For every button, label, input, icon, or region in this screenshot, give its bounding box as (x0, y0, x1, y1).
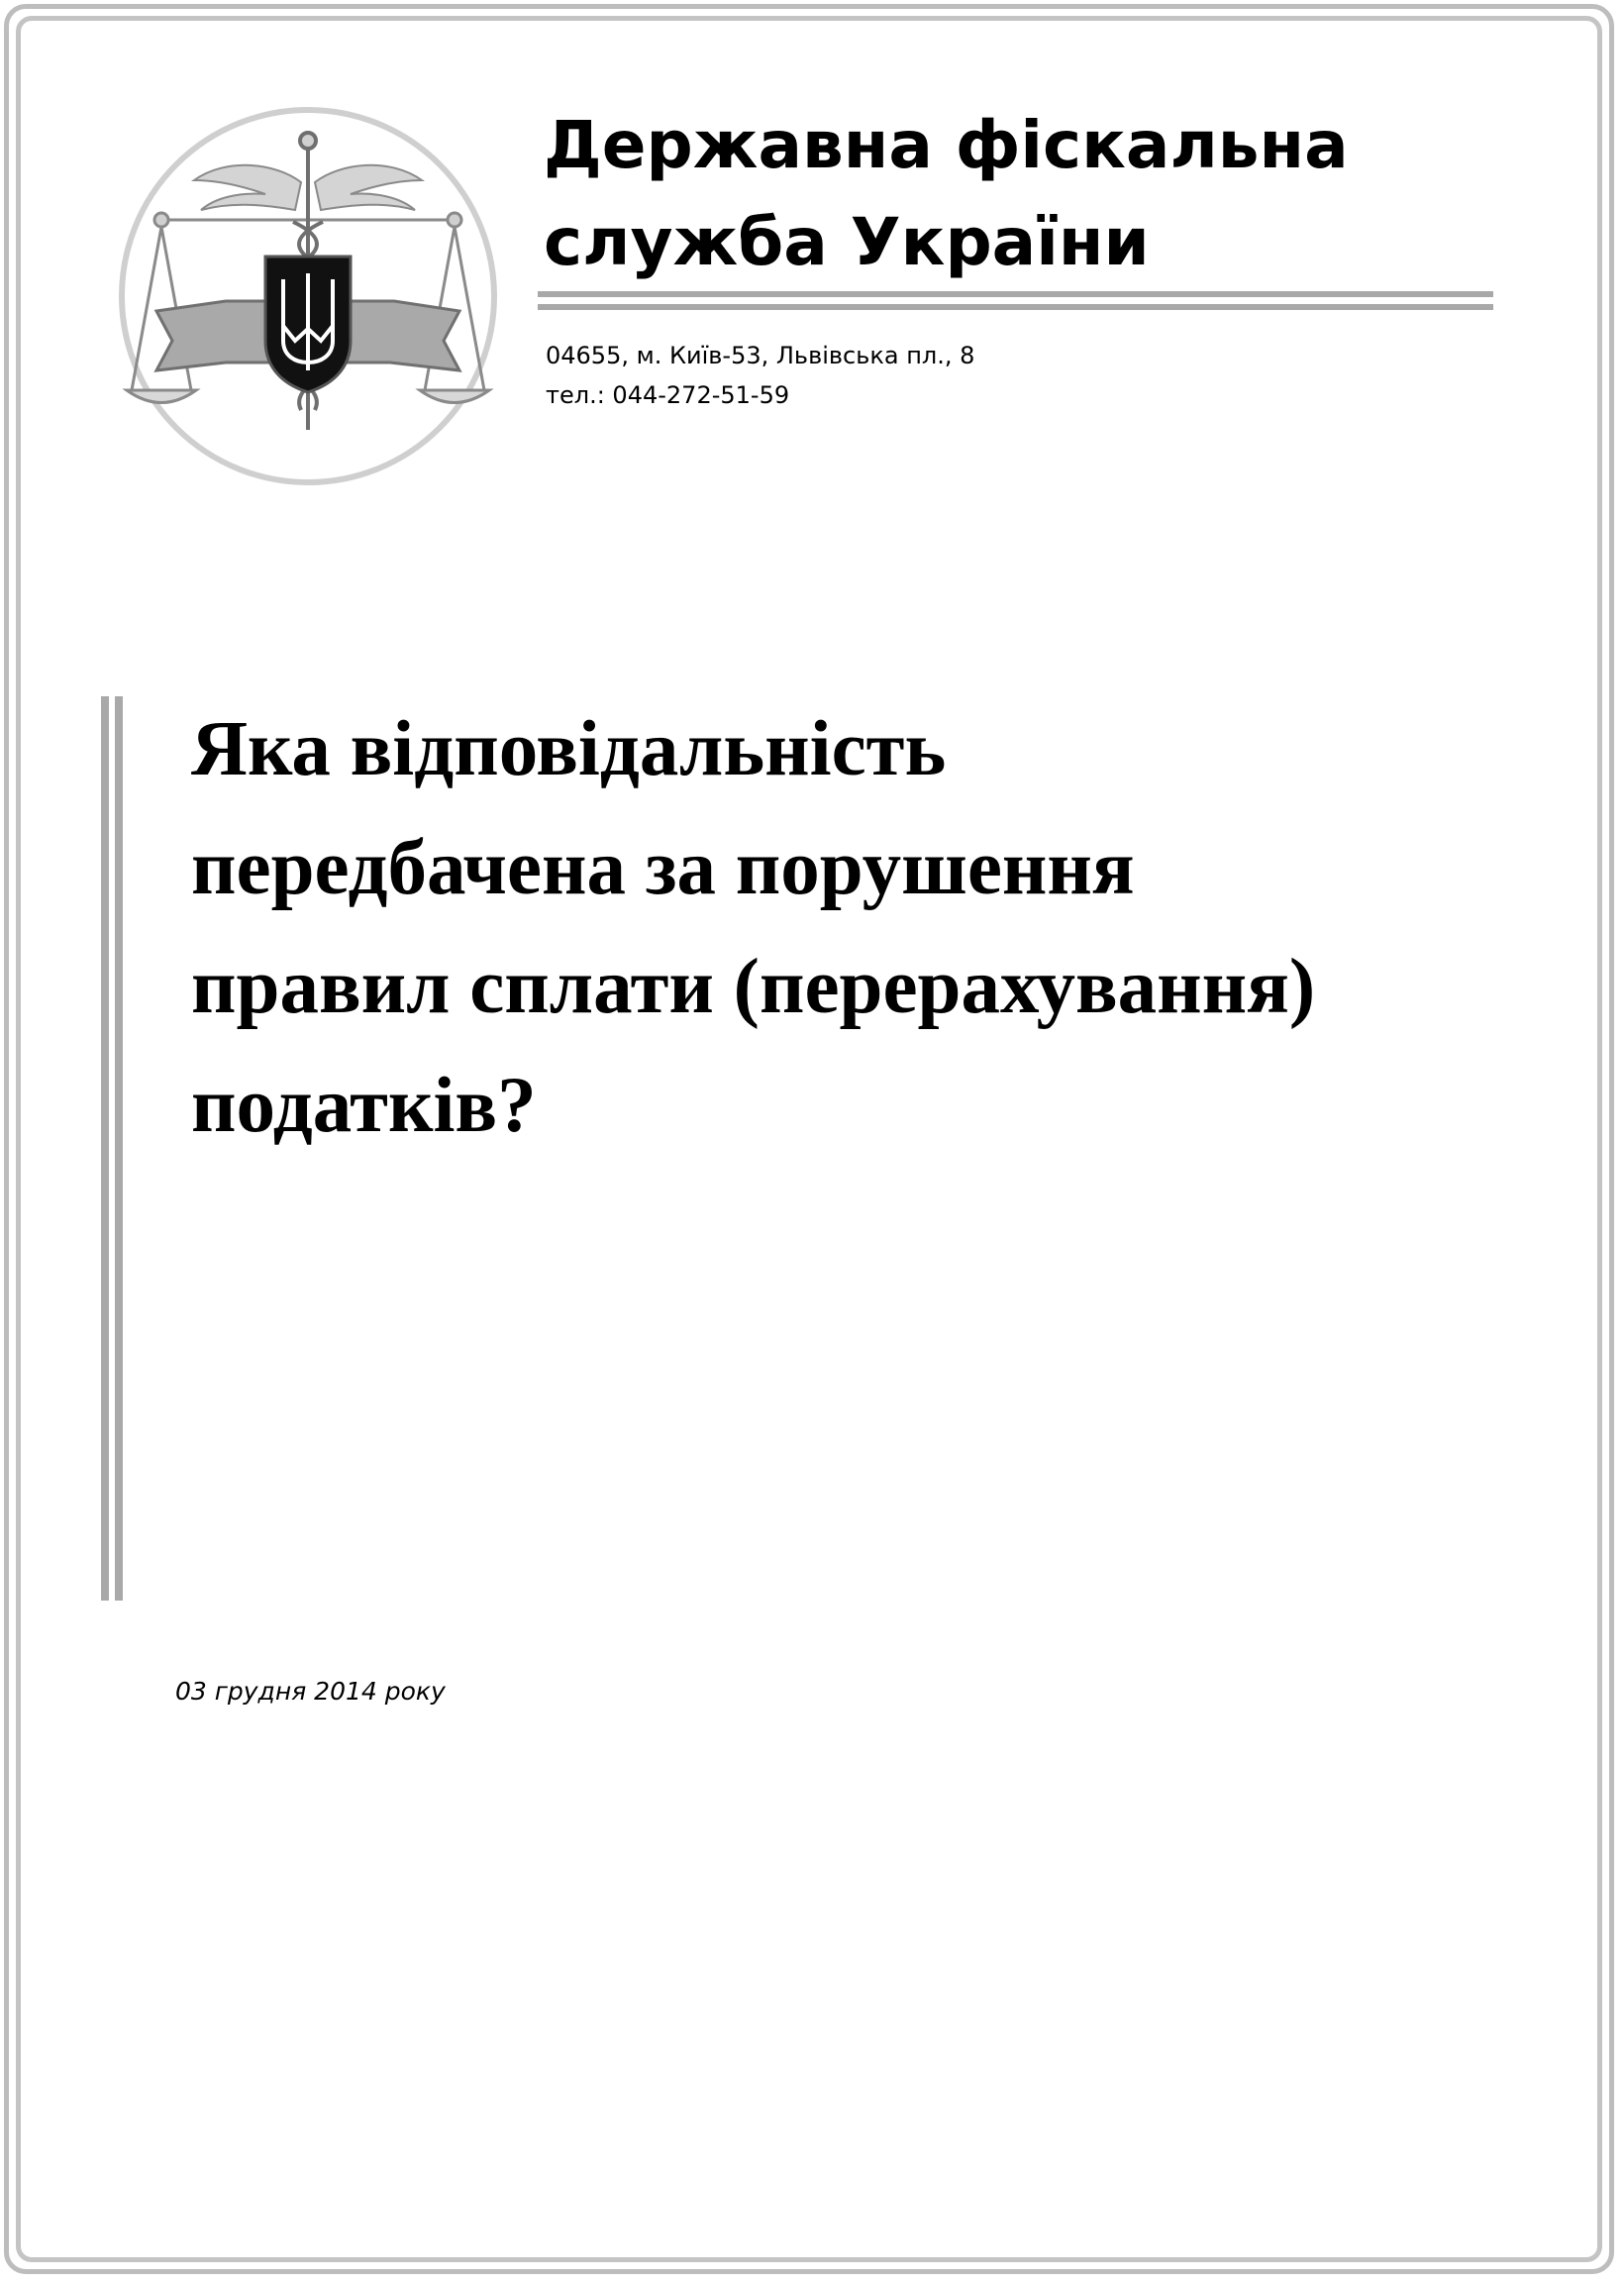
agency-name-line-2: служба України (544, 204, 1150, 280)
phone-text: тел.: 044-272-51-59 (546, 381, 790, 409)
address-text: 04655, м. Київ-53, Львівська пл., 8 (546, 342, 975, 369)
document-title-line-2: передбачена за порушення (191, 825, 1135, 911)
title-accent-bar-right (115, 696, 123, 1601)
document-date: 03 грудня 2014 року (175, 1677, 446, 1706)
header-divider-top (538, 291, 1493, 297)
agency-name-line-1: Державна фіскальна (544, 107, 1349, 183)
document-title-line-1: Яка відповідальність (191, 706, 947, 792)
contact-block (546, 336, 974, 415)
document-title-line-4: податків? (191, 1063, 537, 1149)
document-title (191, 690, 1577, 1166)
title-accent-bar-left (101, 696, 109, 1601)
document-title-line-3: правил сплати (перерахування) (191, 944, 1316, 1030)
fiscal-service-emblem-icon (117, 103, 499, 489)
header-divider-bottom (538, 304, 1493, 310)
trident-icon (265, 257, 351, 392)
agency-name (544, 97, 1494, 291)
